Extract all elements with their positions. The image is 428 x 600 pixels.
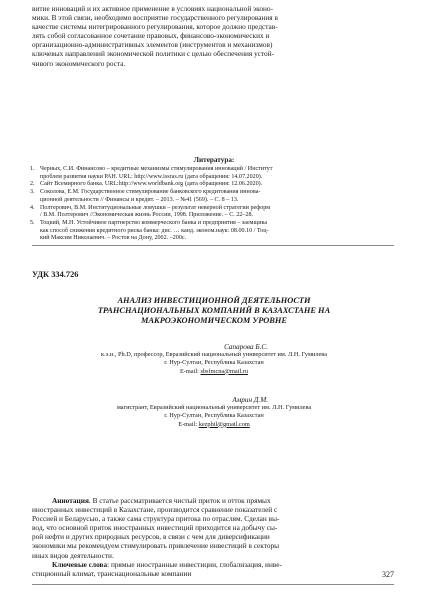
reference-line: Тоцкий, М.Н. Устойчивое партнерство коммерческого банка и предприятия – заемщика xyxy=(40,219,268,226)
title-line: АНАЛИЗ ИНВЕСТИЦИОННОЙ ДЕЯТЕЛЬНОСТИ xyxy=(117,296,311,305)
author-block-2 xyxy=(0,396,428,429)
author-name: Сапарова Б.С. xyxy=(224,343,268,351)
reference-line: как способ снижения кредитного риска банка: дис. … канд. эконом.наук: 08.00.10 / Тоц- xyxy=(40,227,269,234)
page-number: 327 xyxy=(382,570,394,579)
reference-line: Сайт Всемирного банка. URL:http://www.worldbank.org (дата обращения: 12.06.2020). xyxy=(40,181,263,188)
author-affiliation: к.э.н., Ph.D, профессор, Евразийский национальный университет им. Л.Н. Гумилева xyxy=(101,351,327,359)
reference-line: кий Максим Николаевич. – Ростов на Дону, 2002. –200с. xyxy=(40,235,187,242)
section-divider xyxy=(32,245,394,246)
abstract-line: иных видов деятельности. xyxy=(32,550,114,560)
intro-line: организационно-административных элементов (инструментов и механизмов) xyxy=(32,40,273,50)
abstract-line: иностранных инвестиций в Казахстане, производится сравнение показателей с xyxy=(32,505,278,515)
reference-line: / В.М. Полтерович //Экономическая жизнь России, 1998. Приложение. – С. 22–28. xyxy=(40,212,254,219)
intro-line: качестве системы интегрированного регулирования, которое должно представ- xyxy=(32,22,278,32)
abstract-line: рой нефти и других природных ресурсов, в связи с чем для диверсификации xyxy=(32,532,270,542)
reference-line: Черных, С.И. Финансово – кредитные механизмы стимулирования инноваций / Институт xyxy=(40,166,273,172)
literature-heading: Литература: xyxy=(193,156,235,164)
keywords-line-2: стиционный климат, транснациональные компании xyxy=(32,568,192,578)
reference-item xyxy=(30,220,398,243)
keywords-label: Ключевые слова xyxy=(52,559,108,569)
intro-line: мики. В этой связи, необходимо восприятие государственного регулирования в xyxy=(32,13,278,23)
reference-number: 5. xyxy=(30,219,35,226)
abstract-label: Аннотация xyxy=(52,496,89,505)
intro-paragraph xyxy=(32,4,394,68)
author-block-1 xyxy=(0,343,428,376)
title-line: ТРАНСНАЦИОНАЛЬНЫХ КОМПАНИЙ В КАЗАХСТАНЕ НА xyxy=(97,306,331,316)
reference-list xyxy=(30,166,398,243)
author-email-row xyxy=(0,421,428,429)
reference-item xyxy=(30,189,398,204)
article-title xyxy=(0,296,428,327)
author-name: Амрин Д.М. xyxy=(232,396,268,404)
email-label: E-mail: xyxy=(178,420,199,428)
udk-code: УДК 334.726 xyxy=(32,270,79,279)
abstract-line: вод, что основной приток иностранных инвестиций приходится на добычу сы- xyxy=(32,523,278,533)
intro-line: витие инноваций и их активное применение в условиях национальной эконо- xyxy=(32,4,273,13)
reference-line: ционной деятельности // Финансы и кредит. – 2013. – №41 (569). – С. 8 – 13. xyxy=(40,196,239,203)
email-link[interactable]: kezphil@gmail.com xyxy=(198,420,250,428)
email-label: E-mail: xyxy=(179,367,201,375)
intro-line: чивого экономического роста. xyxy=(32,58,126,68)
author-email-row xyxy=(0,368,428,376)
footer-divider xyxy=(32,584,394,585)
abstract-line: Россией и Беларусью, а также сама структура притока по отраслям. Сделан вы- xyxy=(32,514,280,524)
email-link[interactable]: sbsfmcna@mail.ru xyxy=(200,367,249,375)
abstract-text: . В статье рассматривается чистый приток и отток прямых xyxy=(88,496,271,505)
author-location: г. Нур-Султан, Республика Казахстан xyxy=(164,412,264,420)
reference-number: 2. xyxy=(30,181,35,188)
keywords-text: : прямые иностранные инвестиции, глобализация, инве- xyxy=(107,559,282,569)
author-location: г. Нур-Султан, Республика Казахстан xyxy=(164,359,264,367)
keywords-line xyxy=(32,560,394,569)
intro-line: лять собой согласованное сочетание правовых, финансово-экономических и xyxy=(32,31,270,41)
reference-line: Соколова, Е.М. Государственное стимулирование банковского кредитования иннова- xyxy=(40,189,261,196)
reference-item xyxy=(30,205,398,220)
reference-number: 3. xyxy=(30,189,35,196)
reference-number: 4. xyxy=(30,204,35,211)
abstract-line: экономики мы рекомендуем стимулировать привлечение инвестиций в секторы xyxy=(32,541,280,551)
reference-item xyxy=(30,166,398,181)
reference-line: Полтерович, В.М. Институциональные ловушки – результат неверной стратегии реформ xyxy=(40,204,271,211)
reference-number: 1. xyxy=(30,166,35,172)
abstract xyxy=(32,496,394,578)
reference-line: проблем развития науки РАН. URL: http://www.issras.ru (дата обращения: 14.07.2020). xyxy=(40,173,263,180)
author-affiliation: магистрант, Евразийский национальный университет им. Л.Н. Гумилева xyxy=(116,404,312,412)
intro-line: ключевых направлений экономической политики с целью обеспечения устой- xyxy=(32,49,275,59)
abstract-first-line xyxy=(32,496,394,505)
title-line: МАКРОЭКОНОМИЧЕСКОМ УРОВНЕ xyxy=(141,316,287,326)
reference-item xyxy=(30,181,398,189)
